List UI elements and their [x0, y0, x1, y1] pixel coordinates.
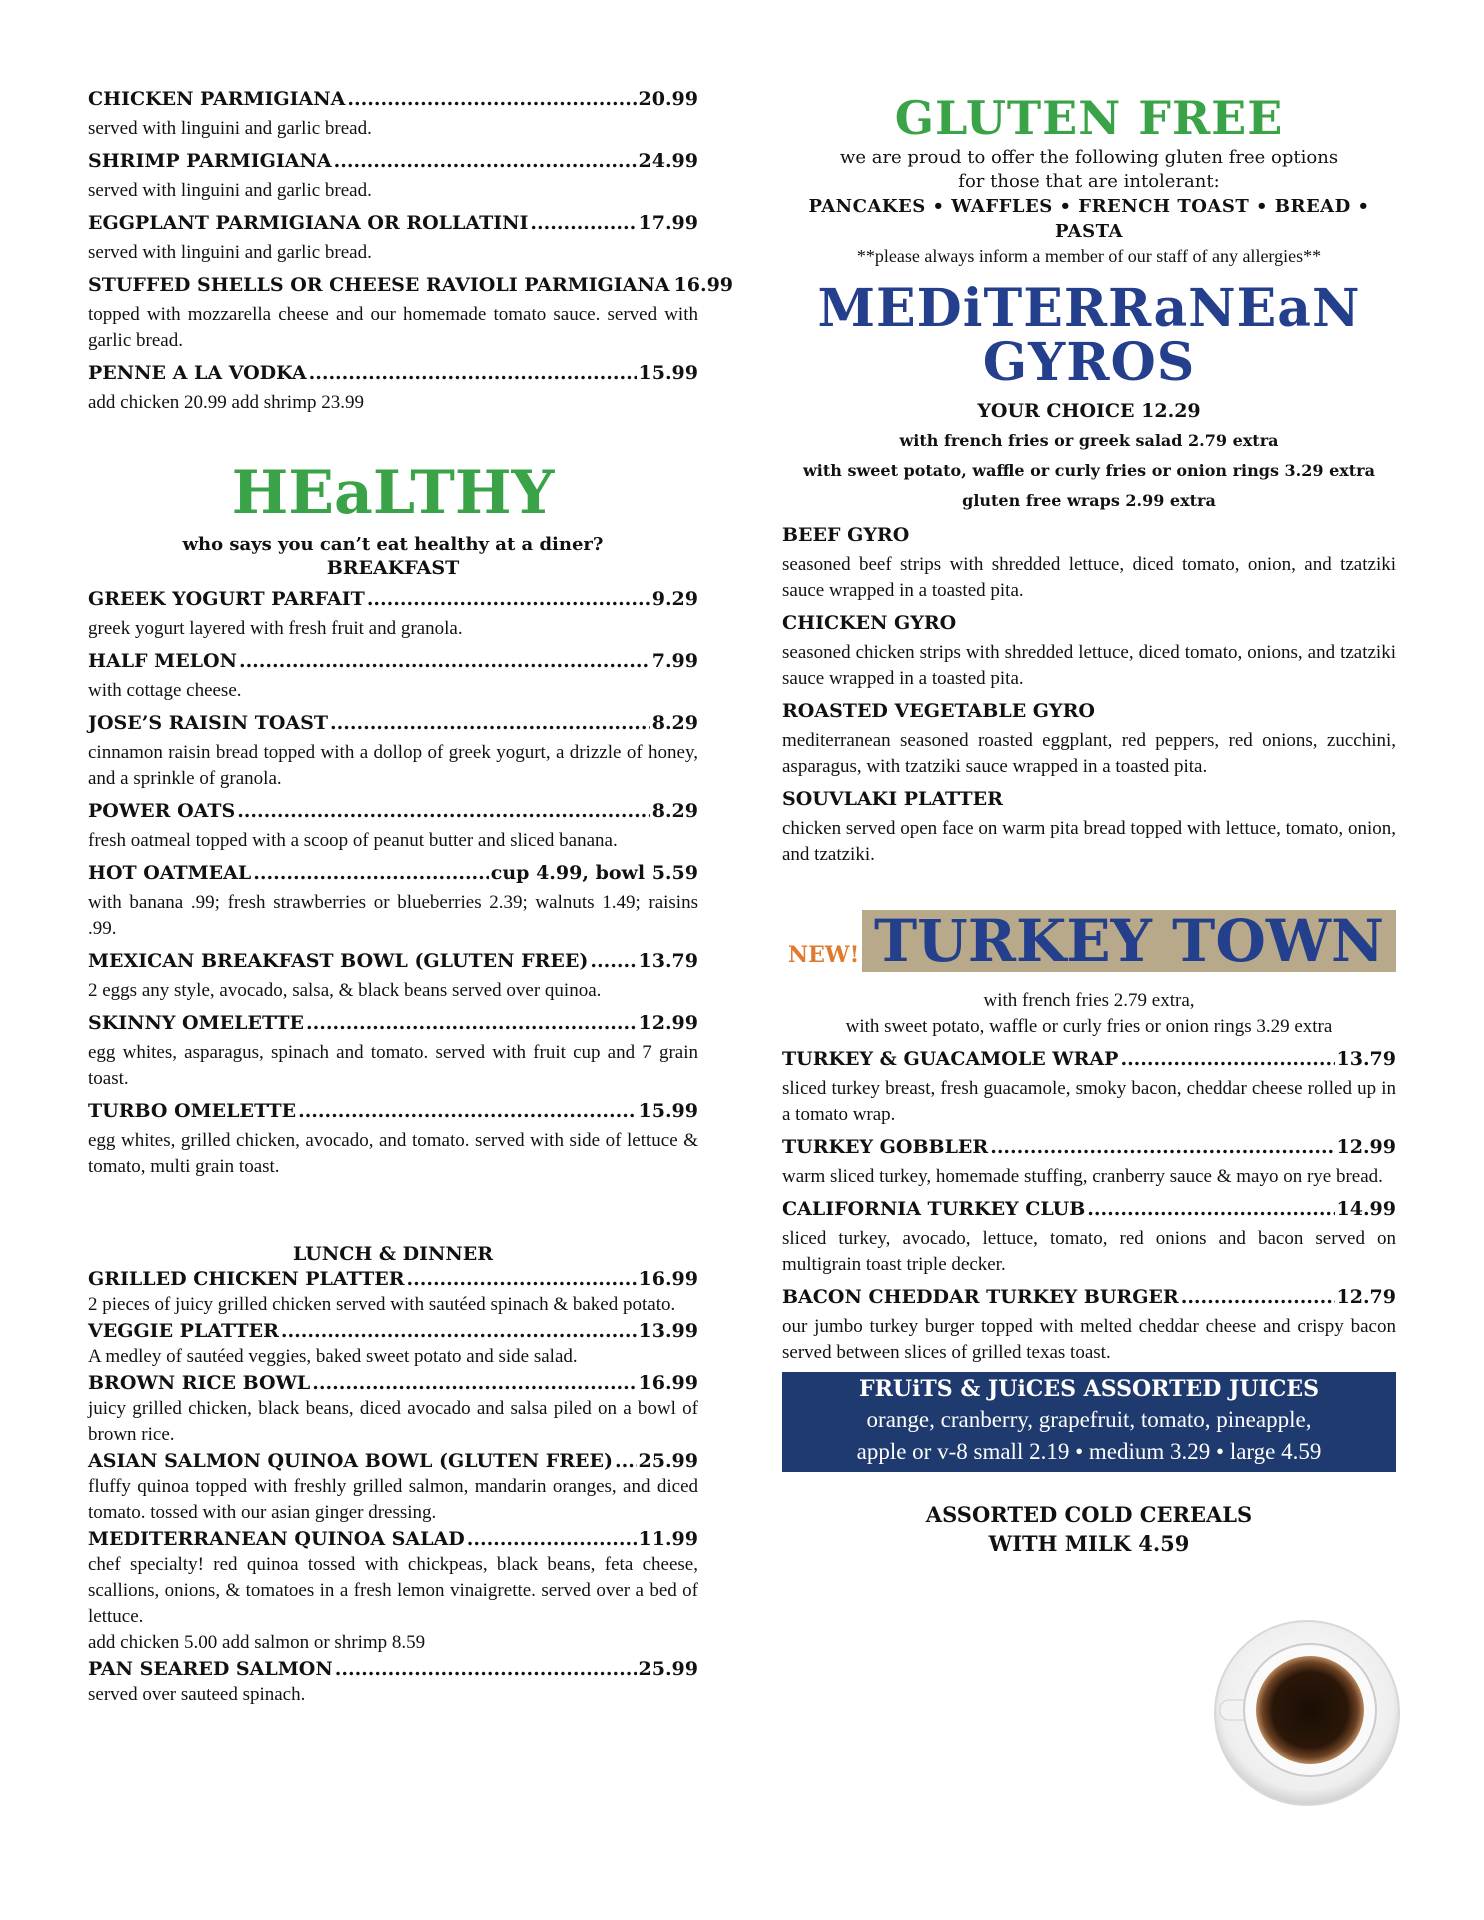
menu-item-price: 16.99: [673, 274, 734, 296]
juices-box: [782, 1372, 1396, 1472]
cereal-title: ASSORTED COLD CEREALS: [925, 1502, 1253, 1527]
menu-item-price: 17.99: [638, 212, 698, 234]
new-badge: NEW!: [788, 942, 860, 968]
menu-item-name: EGGPLANT PARMIGIANA OR ROLLATINI: [88, 212, 529, 234]
menu-item-description: add chicken 20.99 add shrimp 23.99: [88, 392, 364, 413]
menu-item: [88, 1010, 698, 1092]
menu-item-header: [88, 210, 698, 236]
menu-item-header: [88, 710, 698, 736]
menu-item-header: [88, 648, 698, 674]
menu-item-addons: add chicken 5.00 add salmon or shrimp 8.59: [88, 1632, 426, 1653]
menu-item-description: egg whites, asparagus, spinach and tomato. served with fruit cup and 7 grain toast.: [88, 1042, 698, 1089]
menu-item-price: 7.99: [651, 650, 698, 672]
left-column: [88, 80, 734, 1708]
menu-item-header: [88, 1526, 698, 1552]
menu-item-description: with cottage cheese.: [88, 680, 242, 701]
cereal-price: WITH MILK 4.59: [988, 1531, 1190, 1556]
gyros-title: GYROS: [982, 332, 1196, 393]
menu-item-description: cinnamon raisin bread topped with a dollop of greek yogurt, a drizzle of honey, and a sprinkle of granola.: [88, 742, 698, 789]
menu-item-name: MEXICAN BREAKFAST BOWL (GLUTEN FREE): [88, 950, 589, 972]
menu-item-description: 2 pieces of juicy grilled chicken served with sautéed spinach & baked potato.: [88, 1294, 676, 1315]
menu-item-header: [88, 360, 698, 386]
menu-item: [782, 1046, 1396, 1128]
menu-item-description: sliced turkey breast, fresh guacamole, smoky bacon, cheddar cheese rolled up in a tomato wrap.: [782, 1078, 1396, 1125]
menu-item-header: [88, 1266, 698, 1292]
menu-item-price: 15.99: [638, 1100, 698, 1122]
dot-leader: [334, 148, 637, 174]
menu-item-header: [88, 86, 698, 112]
dot-leader: [237, 798, 650, 824]
menu-item-name: BROWN RICE BOWL: [88, 1372, 311, 1394]
menu-item: [88, 648, 698, 704]
menu-item-header: [782, 1134, 1396, 1160]
menu-item-name: MEDITERRANEAN QUINOA SALAD: [88, 1528, 465, 1550]
juices-prices: apple or v-8 small 2.19 • medium 3.29 • large 4.59: [856, 1439, 1322, 1464]
menu-item-description: topped with mozzarella cheese and our homemade tomato sauce. served with garlic bread.: [88, 304, 698, 351]
menu-item-name: VEGGIE PLATTER: [88, 1320, 279, 1342]
right-column: [782, 80, 1396, 1558]
menu-item-description: sliced turkey, avocado, lettuce, tomato, red onions and bacon served on multigrain toast triple decker.: [782, 1228, 1396, 1275]
menu-item-header: [782, 1196, 1396, 1222]
menu-item: [88, 210, 698, 266]
menu-item-header: [88, 798, 698, 824]
turkey-note-sides: with sweet potato, waffle or curly fries or onion rings 3.29 extra: [845, 1016, 1333, 1037]
dot-leader: [347, 86, 636, 112]
healthy-title: HEaLTHY: [231, 458, 555, 528]
juices-title: FRUiTS & JUiCES ASSORTED JUICES: [858, 1376, 1319, 1402]
menu-item-name: ASIAN SALMON QUINOA BOWL (GLUTEN FREE): [88, 1450, 613, 1472]
menu-item-name: BACON CHEDDAR TURKEY BURGER: [782, 1286, 1179, 1308]
menu-item-name: SOUVLAKI PLATTER: [782, 788, 1003, 810]
menu-item-name: SKINNY OMELETTE: [88, 1012, 305, 1034]
menu-item-description: fresh oatmeal topped with a scoop of peanut butter and sliced banana.: [88, 830, 618, 851]
menu-item-description: served with linguini and garlic bread.: [88, 118, 372, 139]
menu-item-name: JOSE’S RAISIN TOAST: [88, 712, 328, 734]
gluten-free-title: GLUTEN FREE: [894, 91, 1284, 145]
breakfast-list: [88, 586, 698, 1180]
menu-item: [88, 586, 698, 642]
dot-leader: [1087, 1196, 1334, 1222]
menu-item-price: cup 4.99, bowl 5.59: [490, 862, 698, 884]
turkey-list: [782, 1046, 1396, 1366]
menu-item-name: SHRIMP PARMIGIANA: [88, 150, 332, 172]
dot-leader: [309, 360, 637, 386]
turkey-note-fries: with french fries 2.79 extra,: [983, 990, 1195, 1011]
healthy-subtitle: who says you can’t eat healthy at a diner?: [182, 534, 604, 555]
menu-item-name: HALF MELON: [88, 650, 237, 672]
turkey-town-title: TURKEY TOWN: [874, 907, 1384, 975]
menu-item: [88, 1448, 698, 1526]
allergy-note: **please always inform a member of our staff of any allergies**: [856, 246, 1322, 266]
menu-item-header: [782, 610, 1396, 636]
dot-leader: [406, 1266, 636, 1292]
menu-item-description: mediterranean seasoned roasted eggplant, red peppers, red onions, zucchini, asparagus, with tzatziki sauce wrapped in a toasted pita.: [782, 730, 1396, 777]
menu-item-name: CHICKEN GYRO: [782, 612, 957, 634]
gyro-note-wraps: gluten free wraps 2.99 extra: [962, 491, 1216, 510]
menu-item: [88, 948, 698, 1004]
menu-item-price: 25.99: [638, 1658, 698, 1680]
menu-item-name: BEEF GYRO: [782, 524, 910, 546]
juices-flavors: orange, cranberry, grapefruit, tomato, pineapple,: [866, 1407, 1312, 1432]
menu-item-name: ROASTED VEGETABLE GYRO: [782, 700, 1095, 722]
menu-item-price: 11.99: [638, 1528, 698, 1550]
menu-item-header: [88, 1010, 698, 1036]
dot-leader: [590, 948, 636, 974]
menu-item-name: TURKEY & GUACAMOLE WRAP: [782, 1048, 1119, 1070]
menu-item-header: [88, 1656, 698, 1682]
menu-item: [88, 1370, 698, 1448]
menu-item-price: 12.99: [1336, 1136, 1396, 1158]
menu-item-description: seasoned chicken strips with shredded lettuce, diced tomato, onions, and tzatziki sauce wrapped in a toasted pita.: [782, 642, 1396, 689]
menu-item-price: 25.99: [638, 1450, 698, 1472]
menu-item-header: [782, 786, 1396, 812]
menu-item-price: 9.29: [651, 588, 698, 610]
menu-item-header: [782, 1046, 1396, 1072]
dot-leader: [298, 1098, 636, 1124]
dot-leader: [990, 1134, 1334, 1160]
dot-leader: [615, 1448, 637, 1474]
menu-item-description: chef specialty! red quinoa tossed with chickpeas, black beans, feta cheese, scallions, onions, & tomatoes in a fresh lemon vinaigrette. served over a bed of lettuce.: [88, 1554, 698, 1627]
menu-item-name: PENNE A LA VODKA: [88, 362, 307, 384]
dot-leader: [306, 1010, 636, 1036]
menu-item-description: with banana .99; fresh strawberries or blueberries 2.39; walnuts 1.49; raisins .99.: [88, 892, 698, 939]
menu-item-header: [782, 698, 1396, 724]
menu-item-price: 13.79: [1336, 1048, 1396, 1070]
menu-item: [88, 860, 698, 942]
gluten-free-intro-line2: for those that are intolerant:: [958, 171, 1220, 192]
menu-item-header: [88, 272, 734, 298]
menu-item-header: [88, 1370, 698, 1396]
dot-leader: [530, 210, 636, 236]
menu-item: [88, 360, 698, 416]
menu-item: [782, 522, 1396, 604]
menu-item-name: HOT OATMEAL: [88, 862, 252, 884]
menu-item: [88, 1098, 698, 1180]
gluten-free-items: PANCAKES • WAFFLES • FRENCH TOAST • BREAD • PASTA: [808, 196, 1370, 242]
dot-leader: [467, 1526, 637, 1552]
pasta-section: [88, 86, 734, 416]
dot-leader: [281, 1318, 637, 1344]
menu-item-description: our jumbo turkey burger topped with melted cheddar cheese and crispy bacon served between slices of grilled texas toast.: [782, 1316, 1396, 1363]
menu-item-name: CALIFORNIA TURKEY CLUB: [782, 1198, 1086, 1220]
menu-item: [88, 148, 698, 204]
menu-item-header: [782, 1284, 1396, 1310]
menu-item-name: CHICKEN PARMIGIANA: [88, 88, 346, 110]
menu-item: [782, 698, 1396, 780]
menu-item-description: 2 eggs any style, avocado, salsa, & black beans served over quinoa.: [88, 980, 602, 1001]
dot-leader: [1120, 1046, 1334, 1072]
dot-leader: [239, 648, 650, 674]
menu-item-name: GRILLED CHICKEN PLATTER: [88, 1268, 405, 1290]
gyro-list: [782, 522, 1396, 868]
menu-item-price: 8.29: [651, 800, 698, 822]
menu-item: [782, 610, 1396, 692]
menu-item-description: served with linguini and garlic bread.: [88, 242, 372, 263]
gluten-free-intro-line1: we are proud to offer the following gluten free options: [839, 147, 1339, 168]
menu-item: [88, 1266, 698, 1318]
menu-item: [88, 798, 698, 854]
menu-item-name: PAN SEARED SALMON: [88, 1658, 333, 1680]
menu-item-price: 13.79: [638, 950, 698, 972]
menu-item: [782, 1134, 1396, 1190]
menu-item: [782, 786, 1396, 868]
dot-leader: [335, 1656, 637, 1682]
menu-item-header: [88, 1098, 698, 1124]
lunch-dinner-heading: LUNCH & DINNER: [292, 1243, 494, 1265]
menu-item-header: [88, 1318, 698, 1344]
dot-leader: [1181, 1284, 1335, 1310]
menu-item: [88, 86, 698, 142]
menu-item-header: [88, 948, 698, 974]
menu-item-description: served with linguini and garlic bread.: [88, 180, 372, 201]
coffee-cup-icon: [1212, 1618, 1402, 1808]
menu-item: [88, 1656, 698, 1708]
dot-leader: [367, 586, 650, 612]
menu-item-description: chicken served open face on warm pita bread topped with lettuce, tomato, onion, and tzatziki.: [782, 818, 1396, 865]
menu-item-price: 8.29: [651, 712, 698, 734]
breakfast-heading: BREAKFAST: [326, 557, 460, 579]
menu-item-description: A medley of sautéed veggies, baked sweet potato and side salad.: [88, 1346, 578, 1367]
menu-item: [88, 710, 698, 792]
mediterranean-title: MEDiTERRaNEaN: [817, 278, 1361, 339]
menu-item-price: 16.99: [638, 1372, 698, 1394]
menu-item-header: [88, 860, 698, 886]
menu-item-name: GREEK YOGURT PARFAIT: [88, 588, 365, 610]
gyro-note-sides: with sweet potato, waffle or curly fries or onion rings 3.29 extra: [803, 461, 1375, 480]
menu-item-description: greek yogurt layered with fresh fruit and granola.: [88, 618, 463, 639]
menu-item: [88, 272, 734, 354]
menu-item-description: juicy grilled chicken, black beans, diced avocado and salsa piled on a bowl of brown rice.: [88, 1398, 698, 1445]
menu-item-header: [88, 148, 698, 174]
menu-item-price: 20.99: [638, 88, 698, 110]
menu-item-header: [88, 1448, 698, 1474]
dot-leader: [312, 1370, 636, 1396]
lunch-dinner-list: [88, 1266, 698, 1708]
menu-item-price: 16.99: [638, 1268, 698, 1290]
menu-item-description: fluffy quinoa topped with freshly grilled salmon, mandarin oranges, and diced tomato. tossed with our asian ginger dressing.: [88, 1476, 698, 1523]
menu-item-price: 24.99: [638, 150, 698, 172]
menu-item-name: STUFFED SHELLS OR CHEESE RAVIOLI PARMIGIANA: [88, 274, 670, 296]
turkey-town-header: [782, 907, 1396, 976]
menu-item-header: [88, 586, 698, 612]
menu-item-price: 14.99: [1336, 1198, 1396, 1220]
dot-leader: [330, 710, 650, 736]
menu-item-description: served over sauteed spinach.: [88, 1684, 306, 1705]
menu-item-price: 12.79: [1336, 1286, 1396, 1308]
menu-item: [88, 1318, 698, 1370]
menu-item-name: POWER OATS: [88, 800, 236, 822]
menu-item: [782, 1196, 1396, 1278]
menu-item-price: 15.99: [638, 362, 698, 384]
gyro-choice-price: YOUR CHOICE 12.29: [977, 400, 1201, 422]
menu-item-header: [782, 522, 1396, 548]
menu-item-description: seasoned beef strips with shredded lettuce, diced tomato, onion, and tzatziki sauce wrapped in a toasted pita.: [782, 554, 1396, 601]
gyro-note-fries: with french fries or greek salad 2.79 extra: [899, 431, 1279, 450]
menu-item-name: TURKEY GOBBLER: [782, 1136, 989, 1158]
dot-leader: [253, 860, 489, 886]
menu-item-name: TURBO OMELETTE: [88, 1100, 297, 1122]
menu-item-price: 13.99: [638, 1320, 698, 1342]
menu-item-description: warm sliced turkey, homemade stuffing, cranberry sauce & mayo on rye bread.: [782, 1166, 1383, 1187]
menu-item-description: egg whites, grilled chicken, avocado, and tomato. served with side of lettuce & tomato, multi grain toast.: [88, 1130, 698, 1177]
menu-item: [88, 1526, 698, 1656]
menu-item: [782, 1284, 1396, 1366]
menu-item-price: 12.99: [638, 1012, 698, 1034]
